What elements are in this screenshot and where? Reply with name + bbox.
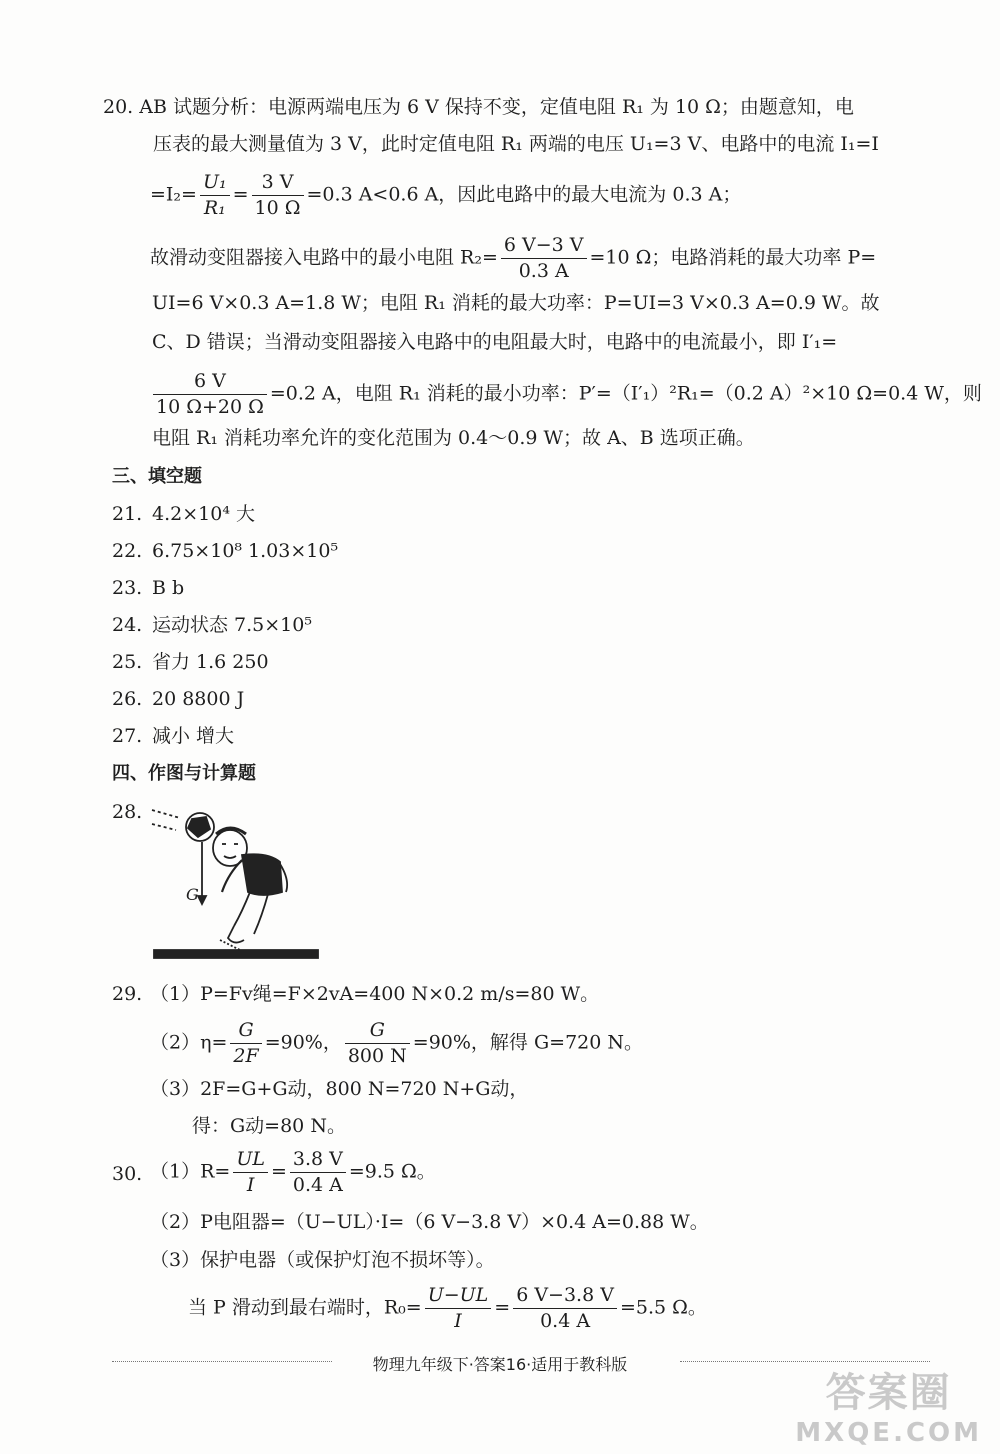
q29-part2: （2）η= $\frac{G}{2F}$ =90%， $\frac{G}{800 N}$ =90%，解得 G=720 N。	[150, 1019, 643, 1067]
fill-answer-text: 6.75×10⁸ 1.03×10⁵	[152, 540, 339, 562]
fraction-current-min: $\frac{6 V}{10 \Omega+20 \Omega}$	[153, 372, 267, 417]
fill-answer-text: B b	[152, 577, 185, 599]
fill-answer-text: 减小 增大	[152, 725, 235, 747]
q30-part3: （3）保护电器（或保护灯泡不损坏等）。	[150, 1249, 495, 1271]
fill-answer-number: 22.	[112, 540, 143, 562]
q20-line8: 电阻 R₁ 消耗功率允许的变化范围为 0.4～0.9 W；故 A、B 选项正确。	[152, 427, 755, 449]
watermark-logo: 答案圈 MXQE.COM	[795, 1370, 982, 1448]
fraction-3.8v-0.4a: $\frac{3.8 V}{0.4 A}$	[290, 1150, 346, 1195]
q20-line2: 压表的最大测量值为 3 V，此时定值电阻 R₁ 两端的电压 U₁=3 V、电路中的电流 I₁=I	[153, 133, 879, 155]
fill-answer-number: 26.	[112, 688, 143, 710]
q20-line4: 故滑动变阻器接入电路中的最小电阻 R₂= $\frac{6 V-3 V}{0.3 A}$ =10 Ω；电路消耗的最大功率 P=	[150, 234, 877, 282]
q28-number: 28.	[112, 801, 143, 823]
section3-heading: 三、填空题	[112, 466, 202, 487]
q20-line6: C、D 错误；当滑动变阻器接入电路中的电阻最大时，电路中的电流最小，即 I′₁=	[152, 331, 838, 353]
q29-part3: （3）2F=G+G动，800 N=720 N+G动，	[150, 1078, 529, 1100]
fill-answer-number: 24.	[112, 614, 143, 636]
fill-answer-number: 25.	[112, 651, 143, 673]
q20-eq-prefix: =I₂=	[150, 183, 197, 206]
fill-answer-text: 省力 1.6 250	[152, 651, 269, 673]
fill-answer-text: 4.2×10⁴ 大	[152, 503, 255, 525]
q20-line7: $\frac{6 V}{10 \Omega+20 \Omega}$ =0.2 A，电阻 R₁ 消耗的最小功率：P′=（I′₁）²R₁=（0.2 A）²×10 Ω=0.4 W，则	[150, 372, 982, 417]
fraction-3v-10ohm: $\frac{3 V}{10 \Omega}$	[252, 173, 304, 218]
fraction-u1-r1: $\frac{\text{U₁}}{\text{R₁}}$	[200, 173, 230, 218]
fill-answer-number: 27.	[112, 725, 143, 747]
q30-part3-formula: 当 P 滑动到最右端时，R₀= $\frac{U-UL}{I}$ = $\frac{6 V-3.8 V}{0.4 A}$ =5.5 Ω。	[188, 1284, 707, 1332]
fill-answer-number: 21.	[112, 503, 143, 525]
fraction-u-ul-i: $\frac{U-UL}{I}$	[425, 1286, 492, 1331]
q30-part1: （1）R= $\frac{UL}{I}$ = $\frac{3.8 V}{0.4 A}$ =9.5 Ω。	[150, 1148, 436, 1196]
page-footer: 物理九年级下·答案16·适用于教科版	[372, 1355, 628, 1374]
q20-line1: 20. AB 试题分析：电源两端电压为 6 V 保持不变，定值电阻 R₁ 为 10 Ω；由题意知，电	[103, 96, 854, 118]
section4-heading: 四、作图与计算题	[112, 763, 256, 784]
fraction-g-2f: $\frac{G}{2F}$	[230, 1021, 261, 1066]
q29-part3-result: 得：G动=80 N。	[192, 1115, 346, 1137]
q29-number: 29.	[112, 983, 143, 1005]
fraction-2.2v-0.4a: $\frac{6 V-3.8 V}{0.4 A}$	[513, 1286, 617, 1331]
q20-line5: UI=6 V×0.3 A=1.8 W；电阻 R₁ 消耗的最大功率：P=UI=3 V×0.3 A=0.9 W。故	[152, 292, 880, 314]
gravity-label: G	[186, 885, 199, 904]
soccer-player-figure	[150, 800, 320, 960]
q20-line3-rest: =0.3 A<0.6 A，因此电路中的最大电流为 0.3 A；	[306, 183, 742, 206]
fraction-r2: $\frac{6 V-3 V}{0.3 A}$	[501, 236, 587, 281]
q20-line3: =I₂= $\frac{\text{U₁}}{\text{R₁}}$ = $\frac{3 V}{10 \Omega}$ =0.3 A<0.6 A，因此电路中的最大电流为 0.3 A；	[150, 171, 742, 219]
fraction-g-800n: $\frac{G}{800 N}$	[345, 1021, 410, 1066]
q30-number: 30.	[112, 1163, 143, 1185]
fill-answer-number: 23.	[112, 577, 143, 599]
q29-part1: （1）P=Fv绳=F×2vA=400 N×0.2 m/s=80 W。	[150, 983, 600, 1005]
q30-part2: （2）P电阻器=（U−UL）·I=（6 V−3.8 V）×0.4 A=0.88 W。	[150, 1211, 709, 1233]
fraction-ul-i: $\frac{UL}{I}$	[233, 1150, 268, 1195]
fill-answer-text: 20 8800 J	[152, 688, 245, 710]
fill-answer-text: 运动状态 7.5×10⁵	[152, 614, 312, 636]
